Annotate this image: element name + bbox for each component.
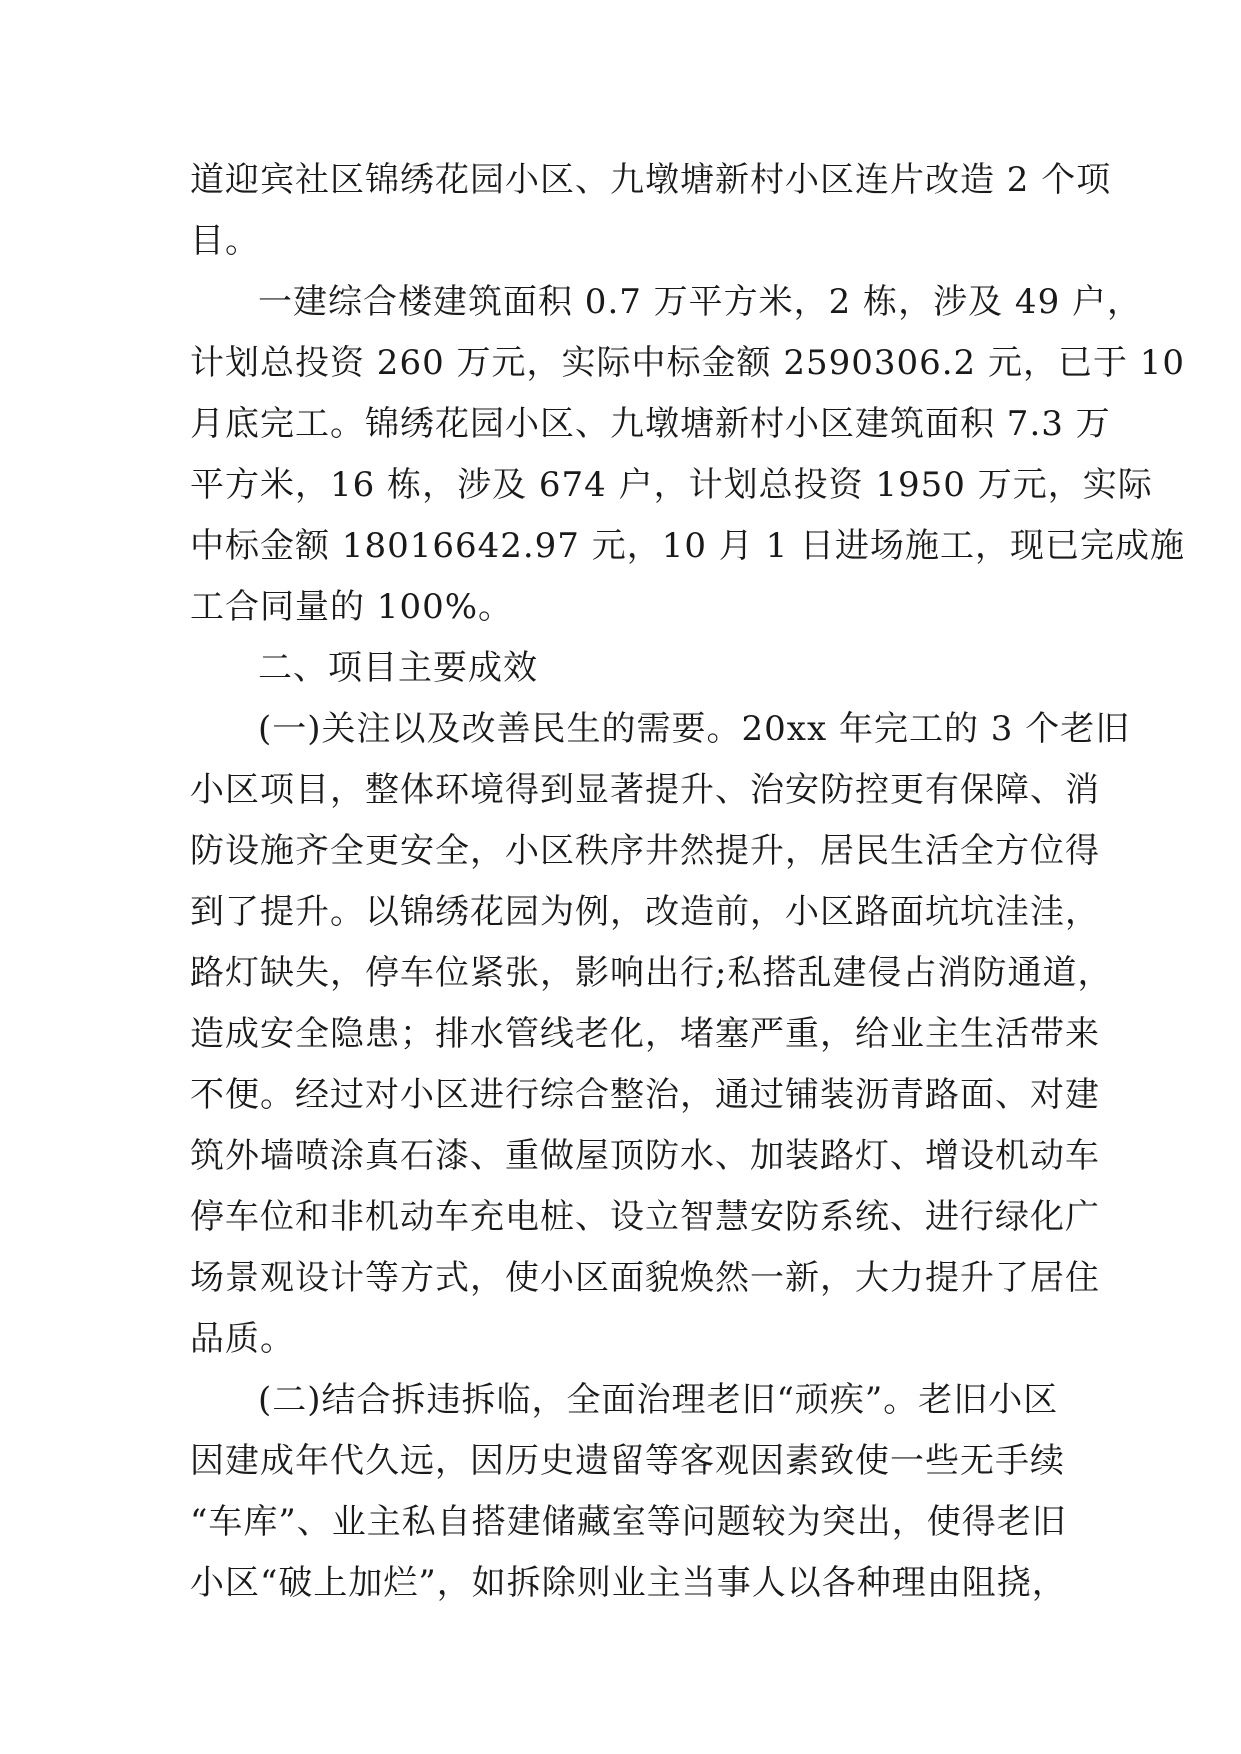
text-line: 造成安全隐患；排水管线老化，堵塞严重，给业主生活带来 [190,1014,1100,1054]
text-line: 中标金额 18016642.97 元，10 月 1 日进场施工，现已完成施 [190,526,1186,566]
text-line: 路灯缺失，停车位紧张，影响出行;私搭乱建侵占消防通道， [190,953,1113,993]
text-line: 小区“破上加烂”，如拆除则业主当事人以各种理由阻挠， [190,1563,1067,1603]
text-line: (二)结合拆违拆临，全面治理老旧“顽疾”。老旧小区 [258,1380,1059,1420]
text-line: 道迎宾社区锦绣花园小区、九墩塘新村小区连片改造 2 个项 [190,160,1112,200]
text-line: 到了提升。以锦绣花园为例，改造前，小区路面坑坑洼洼， [190,892,1100,932]
document-body [190,150,1186,1614]
section-heading: 二、项目主要成效 [258,648,538,688]
text-line: 月底完工。锦绣花园小区、九墩塘新村小区建筑面积 7.3 万 [190,404,1111,444]
text-line: 不便。经过对小区进行综合整治，通过铺装沥青路面、对建 [190,1075,1100,1115]
text-line: 因建成年代久远，因历史遗留等客观因素致使一些无手续 [190,1441,1065,1481]
text-line: 目。 [190,221,260,261]
text-line: 小区项目，整体环境得到显著提升、治安防控更有保障、消 [190,770,1100,810]
text-line: (一)关注以及改善民生的需要。20xx 年完工的 3 个老旧 [258,709,1131,749]
text-line: 防设施齐全更安全，小区秩序井然提升，居民生活全方位得 [190,831,1100,871]
text-line: 品质。 [190,1319,295,1359]
text-line: 停车位和非机动车充电桩、设立智慧安防系统、进行绿化广 [190,1197,1100,1237]
text-line: 一建综合楼建筑面积 0.7 万平方米，2 栋，涉及 49 户， [258,282,1143,322]
text-line: 平方米，16 栋，涉及 674 户，计划总投资 1950 万元，实际 [190,465,1153,505]
text-line: 工合同量的 100%。 [190,587,514,627]
text-line: 场景观设计等方式，使小区面貌焕然一新，大力提升了居住 [190,1258,1100,1298]
text-line: 筑外墙喷涂真石漆、重做屋顶防水、加装路灯、增设机动车 [190,1136,1100,1176]
text-line: “车库”、业主私自搭建储藏室等问题较为突出，使得老旧 [190,1502,1067,1542]
text-line: 计划总投资 260 万元，实际中标金额 2590306.2 元，已于 10 [190,343,1186,383]
